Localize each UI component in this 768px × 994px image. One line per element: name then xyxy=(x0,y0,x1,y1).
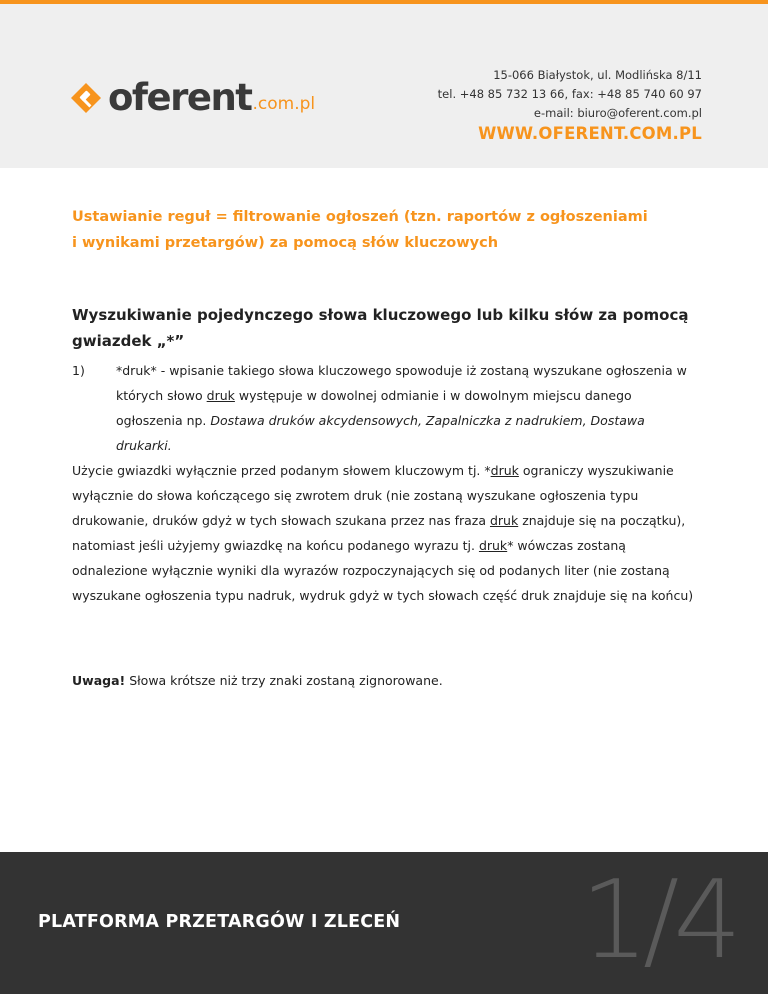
explanation-paragraph: Użycie gwiazdki wyłącznie przed podanym słowem kluczowym tj. *druk ograniczy wyszukiwanie wyłącznie do słowa kończącego się zwrotem druk (nie zostaną wyszukane ogłoszenia typu drukowanie, druków gdyż w tych słowach szukana przez nas fraza druk znajduje się na początku), natomiast jeśli użyjemy gwiazdkę na końcu podanego wyrazu tj. druk* wówczas zostaną odnalezione wyłącznie wyniki dla wyrazów rozpoczynających się od podanych liter (nie zostaną wyszukane ogłoszenia typu nadruk, wydruk gdyż w tych słowach część druk znajduje się na końcu) xyxy=(72,463,694,603)
footer xyxy=(0,852,768,994)
logo-wordmark: oferent xyxy=(108,76,252,119)
email[interactable]: e-mail: biuro@oferent.com.pl xyxy=(533,106,702,120)
contact-block xyxy=(438,66,702,123)
warning-label: Uwaga! xyxy=(72,673,126,688)
document-subtitle: Ustawianie reguł = filtrowanie ogłoszeń (tzn. raportów z ogłoszeniami i wynikami przetargów) za pomocą słów kluczowych xyxy=(72,209,648,251)
website-link[interactable]: WWW.OFERENT.COM.PL xyxy=(478,124,702,143)
letterhead xyxy=(0,4,768,168)
list-item-text: *druk* - wpisanie takiego słowa kluczowego spowoduje iż zostaną wyszukane ogłoszenia w których słowo druk występuje w dowolnej odmianie i w dowolnym miejscu danego ogłoszenia np. Dostawa druków akcydensowych, Zapalniczka z nadrukiem, Dostawa drukarki. xyxy=(116,363,687,453)
phone-fax: tel. +48 85 732 13 66, fax: +48 85 740 60 97 xyxy=(437,87,702,101)
logo-hammer-icon xyxy=(70,82,102,114)
document-body xyxy=(72,204,702,688)
logo-domain: .com.pl xyxy=(252,94,316,114)
warning-note: Uwaga! Słowa krótsze niż trzy znaki zostaną zignorowane. xyxy=(72,673,443,688)
list-item xyxy=(72,358,702,458)
oferent-logo[interactable] xyxy=(70,78,315,118)
address: 15-066 Białystok, ul. Modlińska 8/11 xyxy=(493,68,702,82)
list-number: 1) xyxy=(72,363,85,378)
page-number: 1/4 xyxy=(580,858,736,983)
section-heading: Wyszukiwanie pojedynczego słowa kluczowego lub kilku słów za pomocą gwiazdek „*” xyxy=(72,306,689,350)
footer-title: PLATFORMA PRZETARGÓW I ZLECEŃ xyxy=(38,912,401,932)
